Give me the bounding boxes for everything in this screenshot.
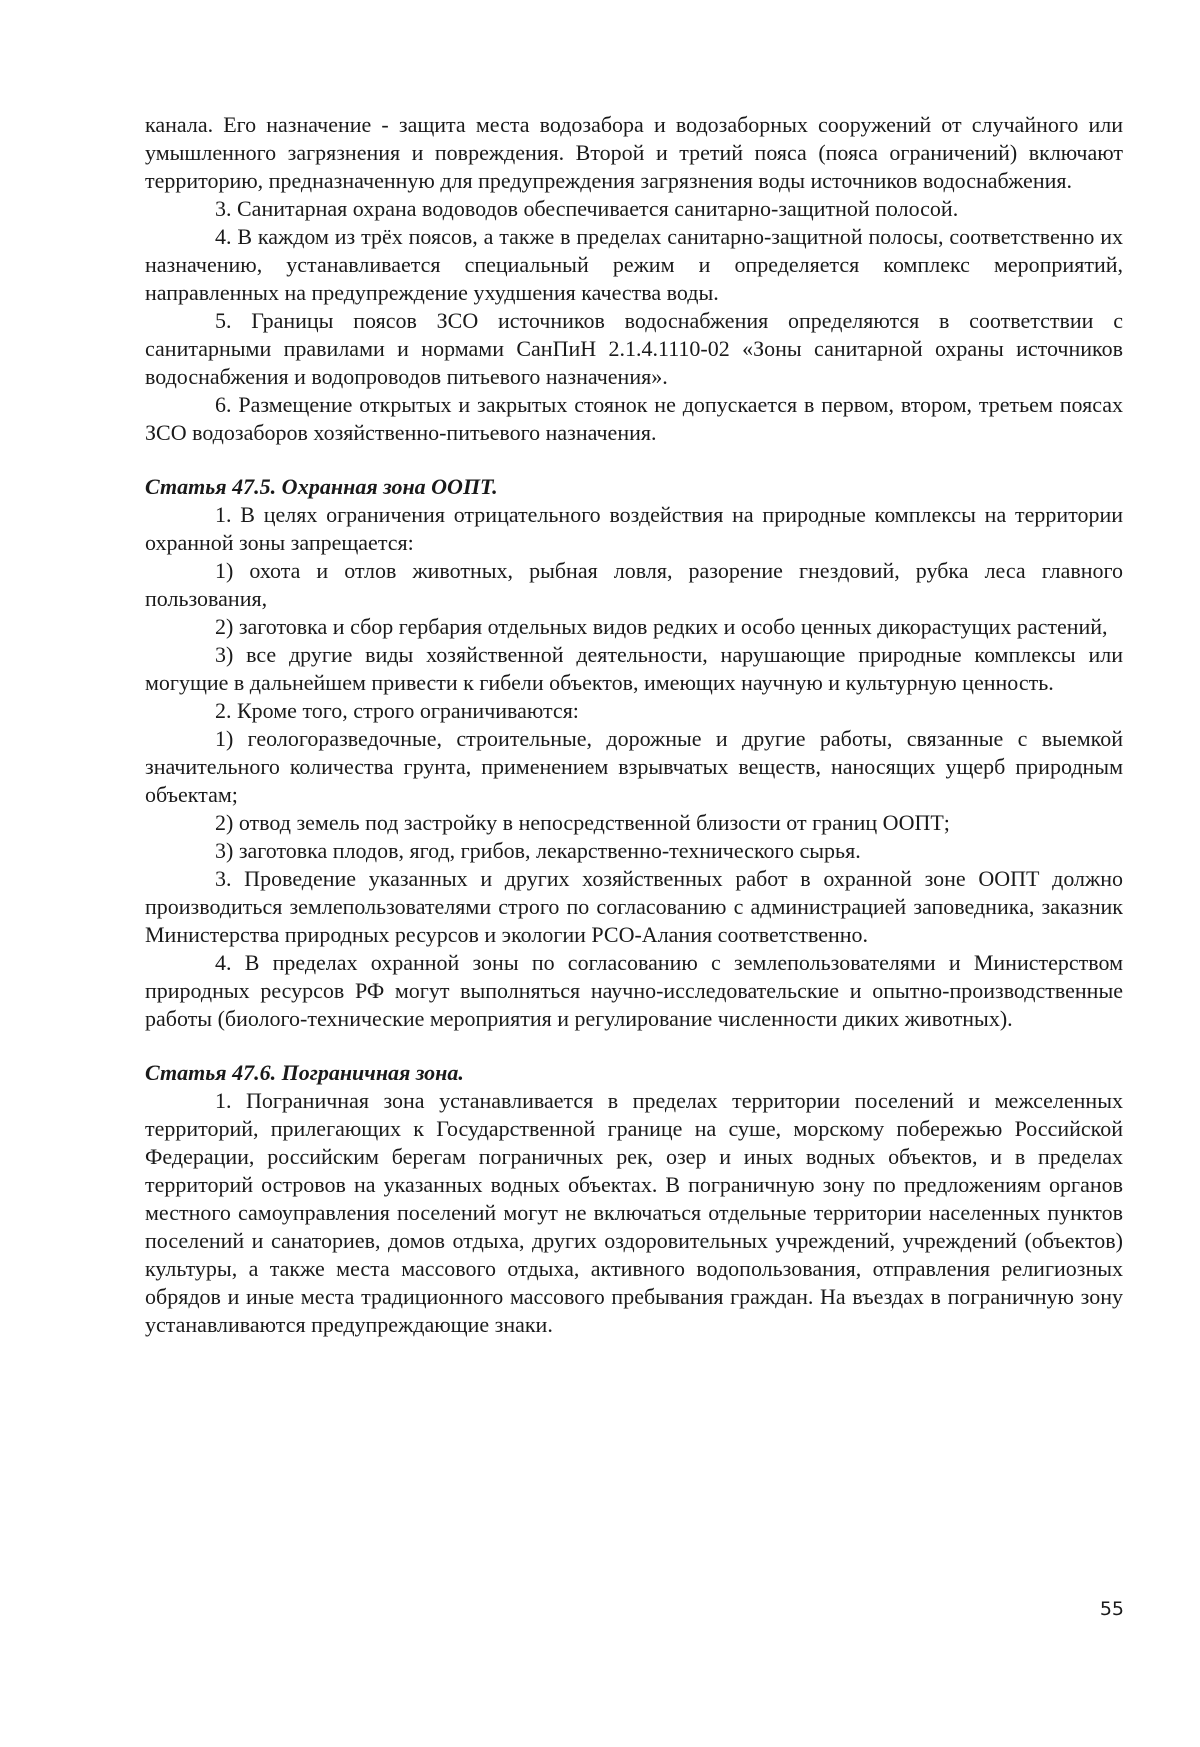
article-47-6-heading: Статья 47.6. Пограничная зона. (145, 1060, 464, 1085)
article-47-5-subitem-1-2: 2) заготовка и сбор гербария отдельных видов редких и особо ценных дикорастущих растений, (215, 614, 1108, 639)
article-47-5-subitem-2-1: 1) геологоразведочные, строительные, дорожные и другие работы, связанные с выемкой значительного количества грунта, применением взрывчатых веществ, наносящих ущерб природным объектам; (145, 726, 1123, 807)
paragraph-item-5: 5. Границы поясов ЗСО источников водоснабжения определяются в соответствии с санитарными правилами и нормами СанПиН 2.1.4.1110-02 «Зоны санитарной охраны источников водоснабжения и водопроводов питьевого назначения». (145, 308, 1123, 389)
paragraph-item-6: 6. Размещение открытых и закрытых стоянок не допускается в первом, втором, третьем поясах ЗСО водозаборов хозяйственно-питьевого назначения. (145, 392, 1123, 445)
page-number: 55 (1099, 1598, 1124, 1620)
article-47-5-paragraph-3: 3. Проведение указанных и других хозяйственных работ в охранной зоне ООПТ должно производиться землепользователями строго по согласованию с администрацией заповедника, заказник Министерства природных ресурсов и экологии РСО-Алания соответственно. (145, 866, 1123, 947)
article-47-5-subitem-1-1: 1) охота и отлов животных, рыбная ловля, разорение гнездовий, рубка леса главного пользования, (145, 558, 1123, 611)
article-47-6-paragraph-1: 1. Пограничная зона устанавливается в пределах территории поселений и межселенных территорий, прилегающих к Государственной границе на суше, морскому побережью Российской Федерации, российским берегам пограничных рек, озер и иных водных объектов, и в пределах территорий островов на указанных водных объектах. В пограничную зону по предложениям органов местного самоуправления поселений могут не включаться отдельные территории населенных пунктов поселений и санаториев, домов отдыха, других оздоровительных учреждений, учреждений (объектов) культуры, а также места массового отдыха, активного водопользования, отправления религиозных обрядов и иные места традиционного массового пребывания граждан. На въездах в пограничную зону устанавливаются предупреждающие знаки. (145, 1088, 1123, 1337)
article-47-5-paragraph-2: 2. Кроме того, строго ограничиваются: (215, 698, 579, 723)
article-47-5-heading: Статья 47.5. Охранная зона ООПТ. (145, 474, 498, 499)
paragraph-continuation: канала. Его назначение - защита места водозабора и водозаборных сооружений от случайного или умышленного загрязнения и повреждения. Второй и третий пояса (пояса ограничений) включают территорию, предназначенную для предупреждения загрязнения воды источников водоснабжения. (145, 112, 1123, 193)
paragraph-item-3: 3. Санитарная охрана водоводов обеспечивается санитарно-защитной полосой. (215, 196, 959, 221)
article-47-5-subitem-2-3: 3) заготовка плодов, ягод, грибов, лекарственно-технического сырья. (215, 838, 861, 863)
article-47-5-subitem-2-2: 2) отвод земель под застройку в непосредственной близости от границ ООПТ; (215, 810, 950, 835)
page-content (145, 111, 1123, 1339)
paragraph-item-4: 4. В каждом из трёх поясов, а также в пределах санитарно-защитной полосы, соответственно их назначению, устанавливается специальный режим и определяется комплекс мероприятий, направленных на предупреждение ухудшения качества воды. (145, 224, 1123, 305)
article-47-5-paragraph-4: 4. В пределах охранной зоны по согласованию с землепользователями и Министерством природных ресурсов РФ могут выполняться научно-исследовательские и опытно-производственные работы (биолого-технические мероприятия и регулирование численности диких животных). (145, 950, 1123, 1031)
article-47-5-subitem-1-3: 3) все другие виды хозяйственной деятельности, нарушающие природные комплексы или могущие в дальнейшем привести к гибели объектов, имеющих научную и культурную ценность. (145, 642, 1123, 695)
article-47-5-paragraph-1: 1. В целях ограничения отрицательного воздействия на природные комплексы на территории охранной зоны запрещается: (145, 502, 1123, 555)
